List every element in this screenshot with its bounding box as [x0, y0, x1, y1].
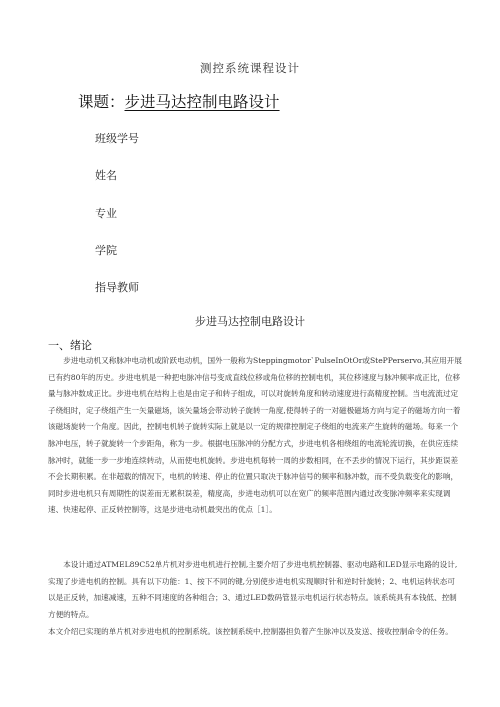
course-title: 测控系统课程设计 — [200, 61, 300, 75]
field-college: 学院 — [95, 244, 117, 257]
paragraph-system: 本文介绍已实现的单片机对步进电机的控制系统。该控制系统中,控制器担负着产生脉冲以及发送、接收控制命令的任务。 — [48, 627, 453, 636]
section-heading: 一、绪论 — [48, 339, 92, 352]
field-advisor: 指导教师 — [95, 281, 139, 294]
field-major: 专业 — [95, 207, 117, 220]
paragraph-design: 本设计通过ATMEL89C52单片机对步进电机进行控制,主要介绍了步进电机控制器、驱动电路和LED显示电路的设计,实现了步进电机的控制。具有以下功能：1、按下不同的键,分别使步进电机实现顺时针和逆时针旋转；2、电机运转状态可以是正反转，加速减速，五种不同速度的各种组合；3、通过LED数码管显示电机运行状态特点。该系统具有本钱低、控制方便的特点。 — [48, 560, 458, 619]
subject-label: 课题： — [78, 93, 125, 111]
document-title: 步进马达控制电路设计 — [195, 315, 305, 328]
field-name: 姓名 — [95, 169, 117, 182]
subject-line — [78, 90, 280, 112]
field-class-id: 班级学号 — [95, 132, 139, 145]
paragraph-intro: 步进电动机又称脉冲电动机或阶跃电动机，国外一般称为Steppingmotor`PulseInOtOr或StePPerservo,其应用开展已有约80年的历史。步进电机是一种把电脉冲信号变成直线位移或角位移的控制电机，其位移速度与脉冲频率成正比，位移量与脉冲数成正比。步进电机在结构上也是由定子和转子组成，可以对旋转角度和转动速度进行高精度控制。当电流流过定子绕组时，定子绕组产生一矢量磁场，该矢量场会带动转子旋转一角度,使得转子的一对磁极磁场方向与定子的磁场方向一着该磁场旋转一个角度。因此，控制电机转子旋转实际上就是以一定的规律控制定子绕组的电流来产生旋转的磁场。每来一个脉冲电压，转子就旋转一个步距角，称为一步。根据电压脉冲的分配方式，步进电机各相绕组的电流轮流切换，在供应连续脉冲时，就能一步一步地连续转动，从而使电机旋转。步进电机每转一周的步数相同，在不丢步的情况下运行，其步距误差不会长期积累。在非超载的情况下，电机的转速、停止的位置只取决于脉冲信号的频率和脉冲数，而不受负载变化的影响，同时步进电机只有周期性的误差而无累积误差，精度高，步进电动机可以在宽广的频率范围内通过改变脉冲频率来实现调速、快速起停、正反转控制等，这是步进电动机最突出的优点［1］。 — [48, 356, 462, 515]
subject-topic: 步进马达控制电路设计 — [124, 93, 280, 111]
